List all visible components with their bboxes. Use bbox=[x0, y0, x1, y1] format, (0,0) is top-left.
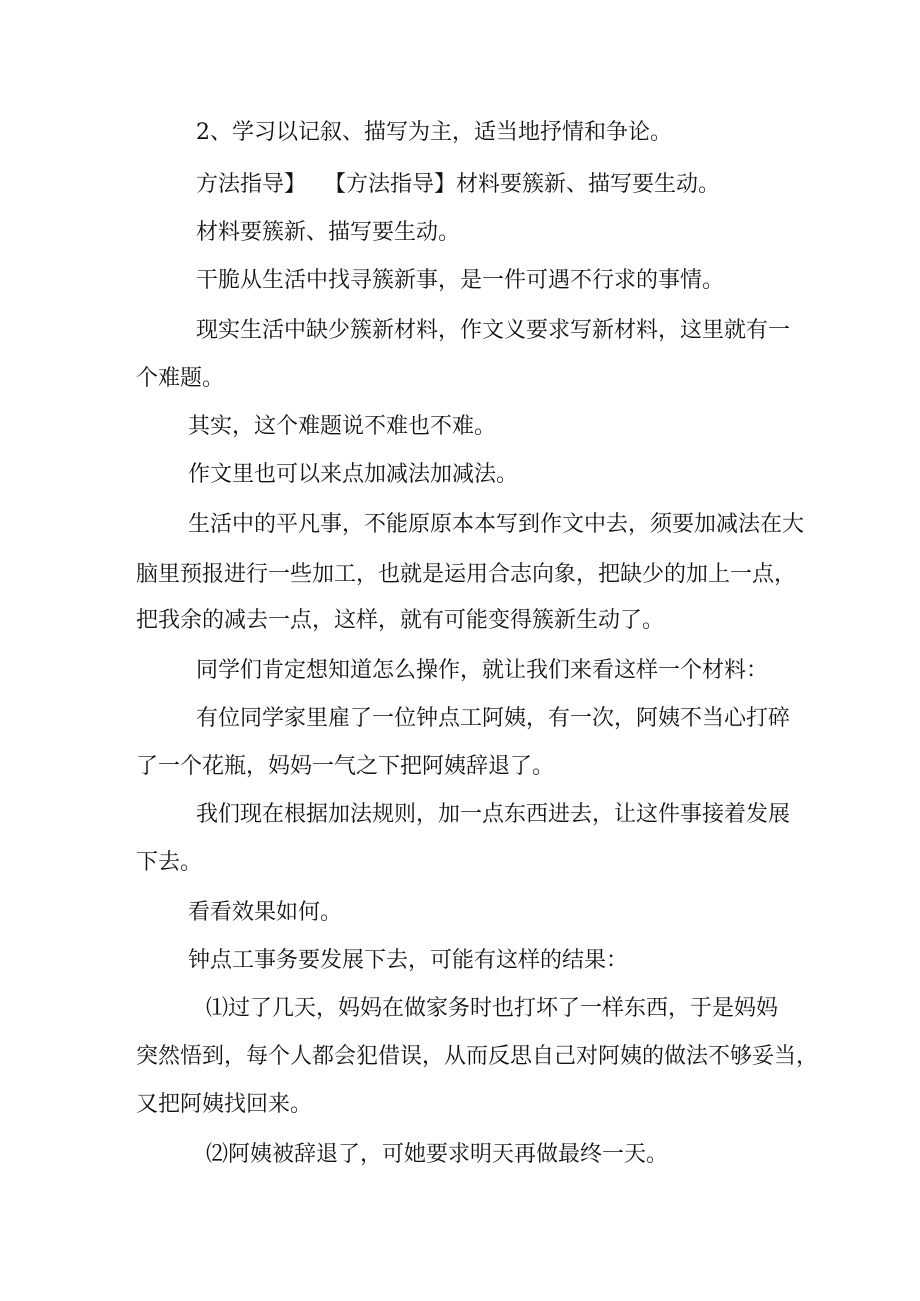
text-line: 材料要簇新、描写要生动。 bbox=[196, 220, 461, 245]
text-line: 脑里预报进行一些加工，也就是运用合志向象，把缺少的加上一点， bbox=[136, 562, 797, 587]
text-line: 有位同学家里雇了一位钟点工阿姨，有一次，阿姨不当心打碎 bbox=[196, 706, 791, 731]
text-line: 个难题。 bbox=[136, 366, 225, 391]
text-line: 方法指导】 【方法指导】材料要簇新、描写要生动。 bbox=[196, 172, 720, 197]
text-line: 突然悟到，每个人都会犯借误，从而反思自己对阿姨的做法不够妥当， bbox=[136, 1044, 819, 1069]
text-line: 把我余的减去一点，这样，就有可能变得簇新生动了。 bbox=[136, 608, 665, 633]
text-line: 了一个花瓶，妈妈一气之下把阿姨辞退了。 bbox=[136, 754, 555, 779]
text-line: 干脆从生活中找寻簇新事，是一件可遇不行求的事情。 bbox=[196, 268, 725, 293]
text-line: 我们现在根据加法规则，加一点东西进去，让这件事接着发展 bbox=[196, 802, 791, 827]
text-line: ⑵阿姨被辞退了，可她要求明天再做最终一天。 bbox=[206, 1142, 669, 1167]
text-line: 其实，这个难题说不难也不难。 bbox=[188, 414, 497, 439]
text-line: 现实生活中缺少簇新材料，作文义要求写新材料，这里就有一 bbox=[196, 318, 791, 343]
text-line: 看看效果如何。 bbox=[188, 900, 343, 925]
text-line: 钟点工事务要发展下去，可能有这样的结果： bbox=[188, 948, 629, 973]
text-line: 下去。 bbox=[136, 850, 203, 875]
text-line: 生活中的平凡事，不能原原本本写到作文中去，须要加减法在大 bbox=[188, 512, 805, 537]
text-line: 同学们肯定想知道怎么操作，就让我们来看这样一个材料： bbox=[196, 658, 769, 683]
text-line: 作文里也可以来点加减法加减法。 bbox=[188, 462, 519, 487]
text-line: ⑴过了几天，妈妈在做家务时也打坏了一样东西，于是妈妈 bbox=[206, 996, 779, 1021]
text-line: 又把阿姨找回来。 bbox=[136, 1092, 313, 1117]
text-line: 2、学习以记叙、描写为主，适当地抒情和争论。 bbox=[196, 120, 672, 145]
